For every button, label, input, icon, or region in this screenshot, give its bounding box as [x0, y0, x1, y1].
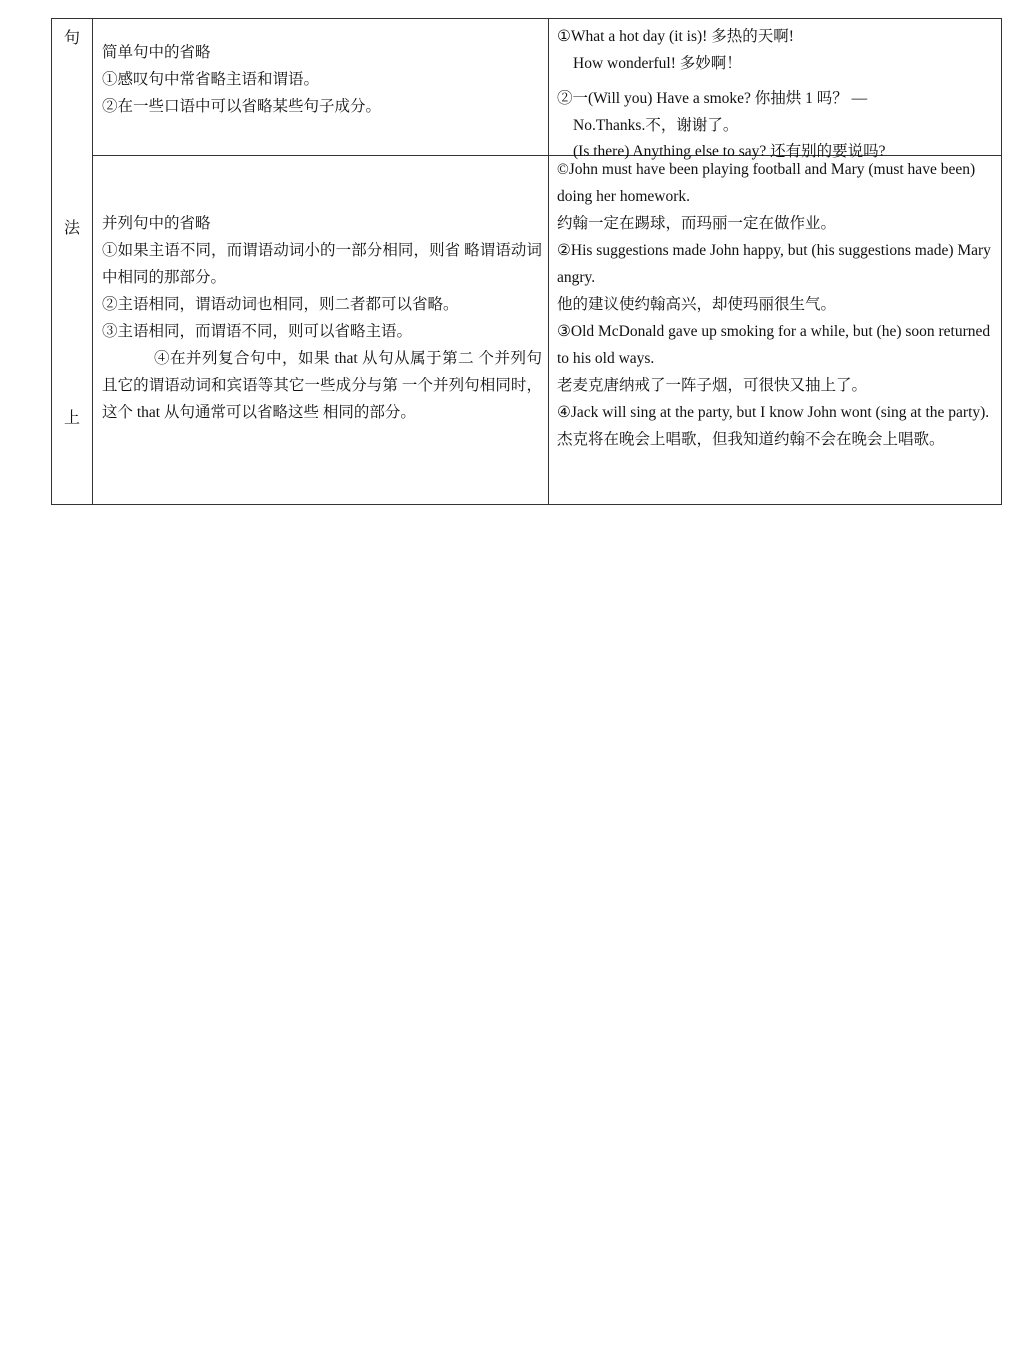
rule-item: ②主语相同，谓语动词也相同，则二者都可以省略。 — [102, 296, 459, 313]
example-line: How wonderful! 多妙啊！ — [573, 55, 742, 72]
example-line: (Is there) Anything else to say? 还有别的要说吗? — [573, 143, 886, 160]
rule-cell — [93, 19, 549, 156]
example-line: ③Old McDonald gave up smoking for a while, but (he) soon returned to his old ways. — [557, 323, 991, 367]
example-line: ©John must have been playing football and Mary (must have been) doing her homework. — [557, 161, 976, 205]
example-line: ④Jack will sing at the party, but I know John wont (sing at the party). — [557, 404, 990, 421]
rule-cell — [93, 156, 549, 505]
example-line: 杰克将在晚会上唱歌，但我知道约翰不会在晚会上唱歌。 — [557, 431, 945, 448]
grammar-table — [51, 18, 1002, 505]
side-label-char: 句 — [63, 30, 80, 47]
example-cell — [549, 19, 1002, 160]
example-line: No.Thanks.不，谢谢了。 — [573, 117, 739, 134]
rule-item: ①如果主语不同，而谓语动词小的一部分相同，则省 略谓语动词中相同的那部分。 — [102, 242, 542, 286]
rule-title: 简单句中的省略 — [102, 44, 211, 61]
example-cell — [549, 156, 1002, 505]
side-label-cell — [52, 19, 93, 505]
rule-item: ①感叹句中常省略主语和谓语。 — [102, 71, 320, 88]
rule-item: ②在一些口语中可以省略某些句子成分。 — [102, 98, 382, 115]
table-row — [52, 19, 1002, 156]
side-label-char: 上 — [63, 410, 80, 427]
example-line: 老麦克唐纳戒了一阵子烟，可很快又抽上了。 — [557, 377, 868, 394]
table-row — [52, 156, 1002, 505]
example-line: 他的建议使约翰高兴，却使玛丽很生气。 — [557, 296, 837, 313]
example-line: ①What a hot day (it is)! 多热的天啊! — [557, 28, 794, 45]
example-line: ②His suggestions made John happy, but (his suggestions made) Mary angry. — [557, 242, 991, 286]
rule-item: ③主语相同，而谓语不同，则可以省略主语。 — [102, 323, 413, 340]
rule-item: ④在并列复合句中，如果 that 从句从属于第二 个并列句且它的谓语动词和宾语等其它一些成分与第 一个并列句相同时，这个 that 从句通常可以省略这些 相同的部分。 — [102, 350, 542, 421]
example-line: 约翰一定在踢球，而玛丽一定在做作业。 — [557, 215, 837, 232]
example-line: ②一(Will you) Have a smoke? 你抽烘 1 吗？ — — [557, 90, 868, 107]
rule-title: 并列句中的省略 — [102, 215, 211, 232]
side-label-char: 法 — [63, 220, 80, 237]
